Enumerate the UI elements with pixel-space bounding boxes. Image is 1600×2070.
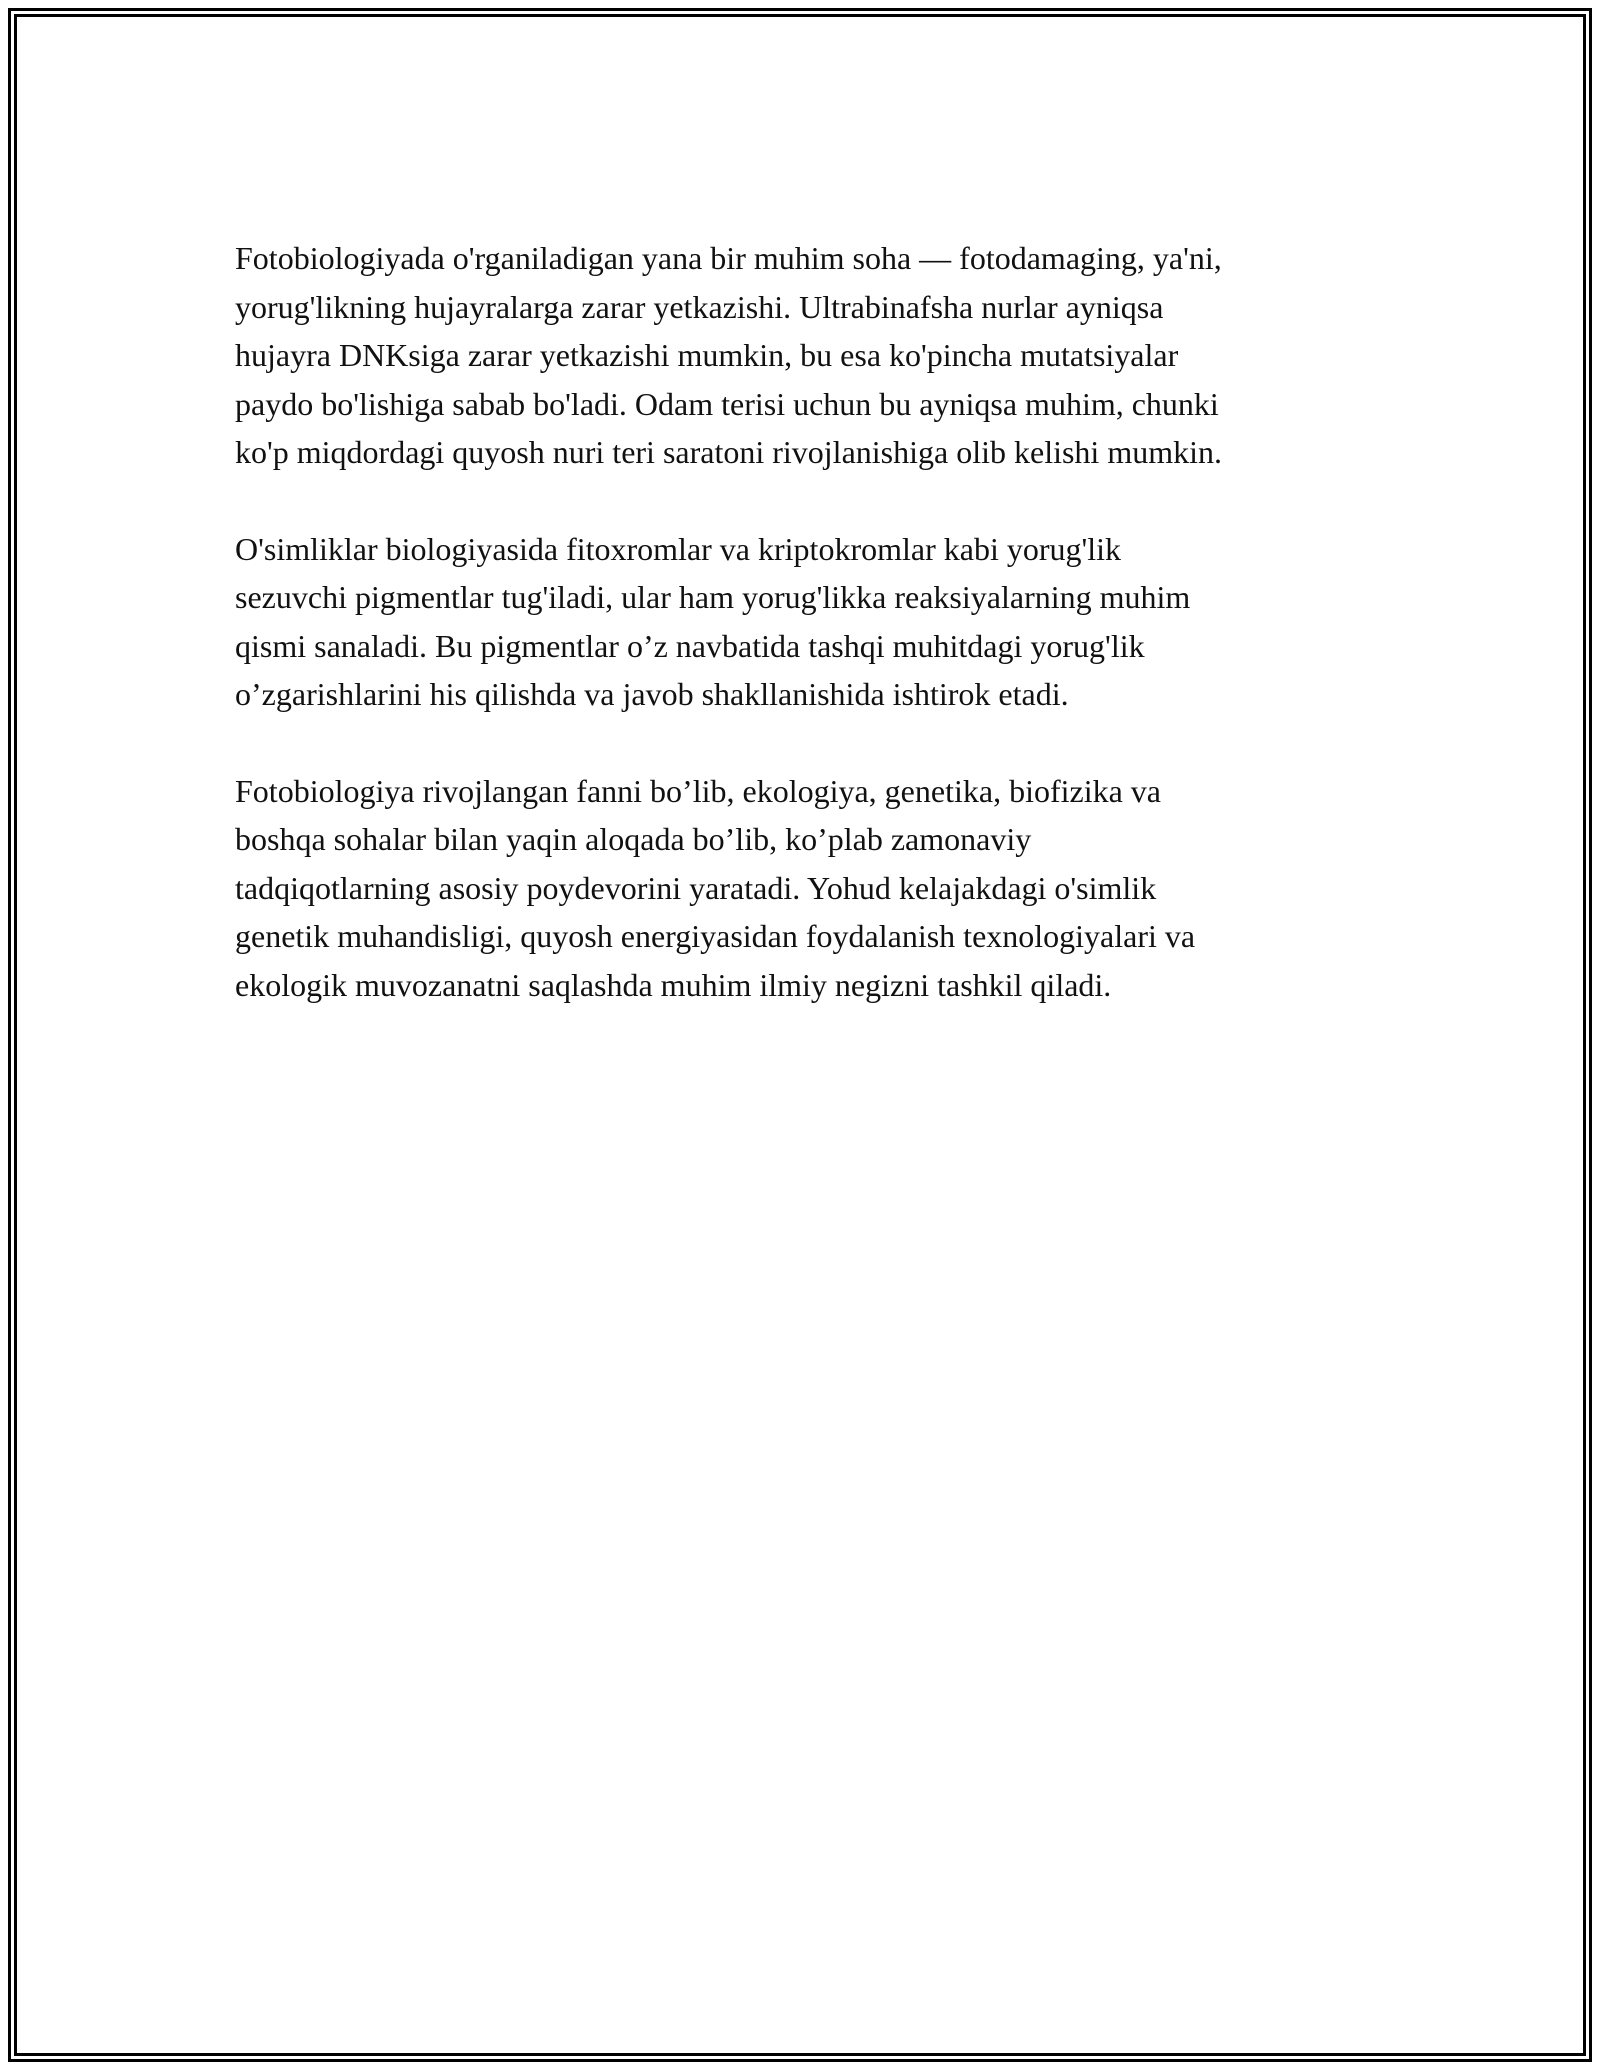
document-body	[235, 234, 1385, 1057]
paragraph-line: boshqa sohalar bilan yaqin aloqada bo’lib, ko’plab zamonaviy	[235, 821, 1032, 857]
paragraph-line: paydo bo'lishiga sabab bo'ladi. Odam terisi uchun bu ayniqsa muhim, chunki	[235, 385, 1219, 422]
paragraph-line: Fotobiologiyada o'rganiladigan yana bir muhim soha — fotodamaging, ya'ni,	[235, 240, 1222, 276]
paragraph-line: qismi sanaladi. Bu pigmentlar o’z navbatida tashqi muhitdagi yorug'lik	[235, 627, 1145, 664]
paragraph-1	[235, 234, 1385, 477]
paragraph-line: tadqiqotlarning asosiy poydevorini yaratadi. Yohud kelajakdagi o'simlik	[235, 869, 1157, 906]
paragraph-line: sezuvchi pigmentlar tug'iladi, ular ham yorug'likka reaksiyalarning muhim	[235, 579, 1191, 615]
paragraph-line: o’zgarishlarini his qilishda va javob shakllanishida ishtirok etadi.	[235, 676, 1069, 712]
paragraph-line: ekologik muvozanatni saqlashda muhim ilmiy negizni tashkil qiladi.	[235, 966, 1112, 1003]
paragraph-line: yorug'likning hujayralarga zarar yetkazishi. Ultrabinafsha nurlar ayniqsa	[235, 288, 1164, 325]
paragraph-line: genetik muhandisligi, quyosh energiyasidan foydalanish texnologiyalari va	[235, 918, 1196, 954]
paragraph-2	[235, 525, 1385, 719]
paragraph-line: Fotobiologiya rivojlangan fanni bo’lib, ekologiya, genetika, biofizika va	[235, 772, 1161, 809]
paragraph-3	[235, 767, 1385, 1010]
paragraph-line: O'simliklar biologiyasida fitoxromlar va kriptokromlar kabi yorug'lik	[235, 530, 1122, 567]
paragraph-line: hujayra DNKsiga zarar yetkazishi mumkin, bu esa ko'pincha mutatsiyalar	[235, 337, 1179, 373]
paragraph-line: ko'p miqdordagi quyosh nuri teri saratoni rivojlanishiga olib kelishi mumkin.	[235, 434, 1222, 470]
